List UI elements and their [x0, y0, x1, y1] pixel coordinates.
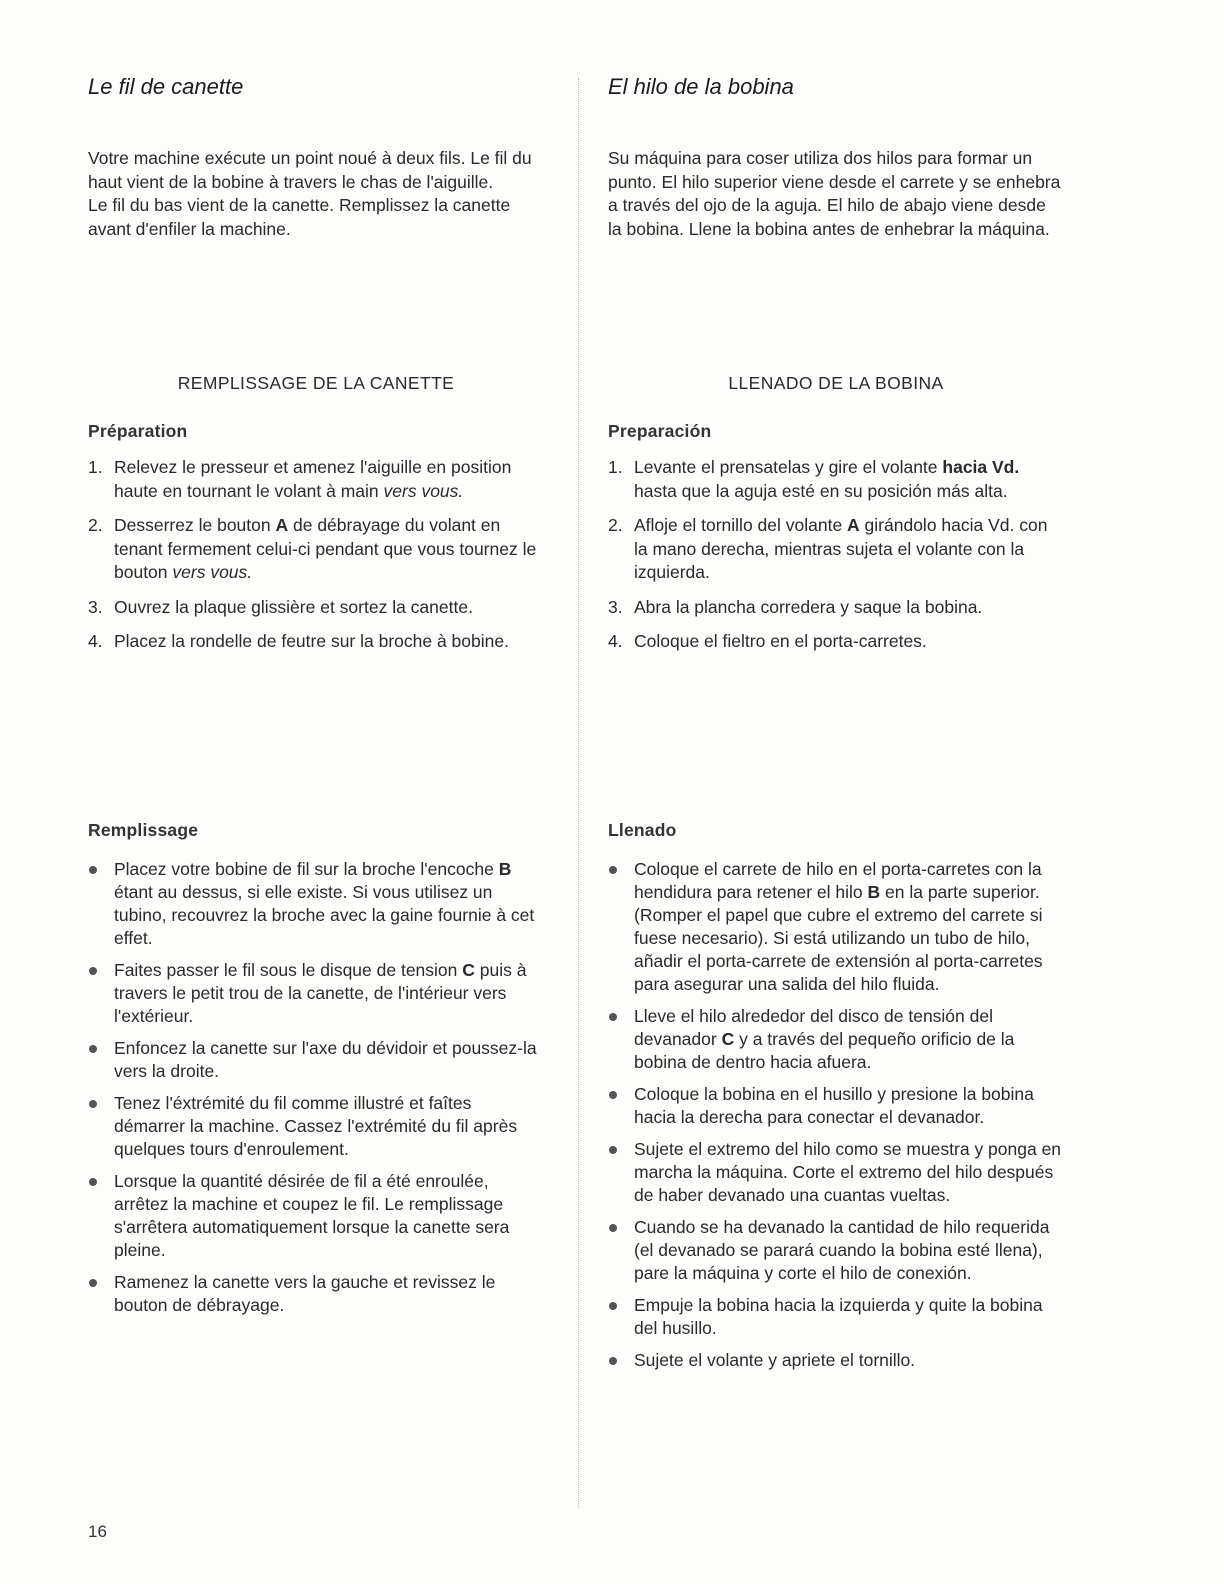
fr-fill-bullets — [88, 858, 544, 1326]
step-number: 4. — [608, 631, 623, 651]
bullet-icon — [89, 1178, 97, 1186]
es-intro — [608, 147, 1064, 241]
bullet-icon — [89, 1279, 97, 1287]
bullet-text: Sujete el extremo del hilo como se muestra y ponga en marcha la máquina. Corte el extremo del hilo después de haber devanado una cuantas vueltas. — [634, 1139, 1062, 1205]
es-bullet — [608, 1005, 1064, 1074]
es-section-heading: LLENADO DE LA BOBINA — [728, 373, 944, 393]
page-number: 16 — [88, 1522, 107, 1541]
bullet-icon — [89, 967, 97, 975]
step-number: 2. — [608, 515, 623, 535]
es-fill-bullets — [608, 858, 1064, 1381]
step-emphasis: vers vous. — [172, 562, 253, 582]
fr-bullet — [88, 858, 544, 950]
es-title: El hilo de la bobina — [608, 74, 794, 99]
es-step — [608, 456, 1064, 503]
fr-intro-paragraph: Le fil du bas vient de la canette. Remplissez la canette avant d'enfiler la machine. — [88, 195, 511, 239]
bullet-text: Placez votre bobine de fil sur la broche l'encoche — [114, 859, 499, 879]
fr-step — [88, 514, 544, 585]
es-bullet — [608, 1083, 1064, 1129]
bullet-icon — [609, 1224, 617, 1232]
bullet-text: Tenez l'éxtrémité du fil comme illustré et faîtes démarrer la machine. Cassez l'extrémité du fil après quelques tours d'enroulement. — [114, 1093, 518, 1159]
bullet-icon — [609, 1146, 617, 1154]
fr-bullet — [88, 1170, 544, 1262]
fr-section-heading: REMPLISSAGE DE LA CANETTE — [177, 373, 455, 393]
bullet-icon — [609, 1302, 617, 1310]
bullet-text: Sujete el volante y apriete el tornillo. — [634, 1350, 916, 1370]
step-text: hasta que la aguja esté en su posición más alta. — [634, 480, 1008, 501]
es-step — [608, 514, 1064, 585]
bullet-icon — [89, 1045, 97, 1053]
fr-prep-steps — [88, 456, 544, 665]
bullet-text: Coloque la bobina en el husillo y presione la bobina hacia la derecha para conectar el devanador. — [634, 1084, 1034, 1127]
fr-bullet — [88, 1037, 544, 1083]
es-prep-heading: Preparación — [608, 421, 712, 441]
bullet-icon — [609, 1013, 617, 1021]
step-number: 4. — [88, 631, 103, 651]
bullet-bold: B — [867, 882, 881, 902]
bullet-text: puis à travers le petit trou de la canette, de l'intérieur vers l'extérieur. — [114, 960, 527, 1026]
fr-bullet — [88, 1092, 544, 1161]
step-emphasis: vers vous. — [383, 480, 464, 501]
fr-bullet — [88, 1271, 544, 1317]
step-text: Afloje el tornillo del volante — [634, 515, 848, 535]
bullet-text: Ramenez la canette vers la gauche et revissez le bouton de débrayage. — [114, 1272, 496, 1315]
step-text: de débrayage du volant en tenant fermement celui-ci pendant que vous tournez le bouton — [114, 515, 537, 582]
step-number: 3. — [88, 596, 103, 617]
step-text: Levante el prensatelas y gire el volante — [634, 457, 943, 477]
bullet-text: Enfoncez la canette sur l'axe du dévidoir et poussez-la vers la droite. — [114, 1038, 537, 1081]
bullet-bold: C — [462, 960, 475, 980]
step-number: 1. — [88, 457, 103, 477]
es-fill-heading: Llenado — [608, 820, 677, 840]
step-bold: A — [847, 515, 860, 535]
es-step — [608, 630, 1064, 654]
bullet-text: Lleve el hilo alrededor del disco de tensión del devanador — [634, 1006, 993, 1049]
fr-intro-paragraph: Votre machine exécute un point noué à deux fils. Le fil du haut vient de la bobine à travers le chas de l'aiguille. — [88, 148, 532, 192]
es-bullet — [608, 1138, 1064, 1207]
bullet-bold: B — [498, 859, 512, 879]
fr-title: Le fil de canette — [88, 74, 244, 99]
bullet-text: en la parte superior. (Romper el papel que cubre el extremo del carrete si fuese necesario). Si está utilizando un tubo de hilo, añadir el porta-carrete de extensión al porta-carretes para asegurar una salida del hilo fluida. — [634, 882, 1043, 994]
bullet-text: Cuando se ha devanado la cantidad de hilo requerida (el devanado se parará cuando la bobina esté llena), pare la máquina y corte el hilo de conexión. — [634, 1217, 1050, 1283]
bullet-icon — [609, 866, 617, 874]
bullet-icon — [609, 1091, 617, 1099]
step-bold: hacia Vd. — [942, 457, 1020, 477]
bullet-text: Lorsque la quantité désirée de fil a été enroulée, arrêtez la machine et coupez le fil. Le remplissage s'arrêtera automatiquement lorsque la canette sera pleine. — [114, 1171, 510, 1260]
fr-step — [88, 596, 544, 620]
step-text: Relevez le presseur et amenez l'aiguille en position haute en tournant le volant à main — [114, 457, 512, 501]
fr-step — [88, 630, 544, 654]
bullet-icon — [89, 1100, 97, 1108]
bullet-icon — [609, 1357, 617, 1365]
step-bold: A — [275, 515, 289, 535]
step-text: Coloque el fieltro en el porta-carretes. — [634, 631, 927, 651]
es-step — [608, 596, 1064, 620]
step-text: Placez la rondelle de feutre sur la broche à bobine. — [114, 631, 509, 651]
fr-intro — [88, 147, 544, 241]
fr-prep-heading: Préparation — [88, 421, 188, 441]
bullet-icon — [89, 866, 97, 874]
es-bullet — [608, 1216, 1064, 1285]
bullet-bold: C — [721, 1029, 735, 1049]
column-divider — [578, 78, 579, 1508]
bullet-text: étant au dessus, si elle existe. Si vous utilisez un tubino, recouvrez la broche avec la gaine fournie à cet effet. — [114, 882, 535, 948]
es-intro-paragraph: Su máquina para coser utiliza dos hilos para formar un punto. El hilo superior viene desde el carrete y se enhebra a través del ojo de la aguja. El hilo de abajo viene desde la bobina. Llene la bobina antes de enhebrar la máquina. — [608, 148, 1061, 239]
step-text: girándolo hacia Vd. con la mano derecha, mientras sujeta el volante con la izquierda. — [634, 515, 1048, 582]
step-number: 2. — [88, 515, 103, 535]
step-text: Desserrez le bouton — [114, 515, 276, 535]
fr-step — [88, 456, 544, 503]
step-text: Ouvrez la plaque glissière et sortez la canette. — [114, 596, 473, 617]
step-number: 3. — [608, 596, 623, 617]
es-bullet — [608, 1349, 1064, 1372]
bullet-text: Faites passer le fil sous le disque de tension — [114, 960, 463, 980]
bullet-text: Empuje la bobina hacia la izquierda y quite la bobina del husillo. — [634, 1295, 1043, 1338]
es-bullet — [608, 1294, 1064, 1340]
step-number: 1. — [608, 457, 623, 477]
bullet-text: y a través del pequeño orificio de la bobina de dentro hacia afuera. — [634, 1029, 1015, 1072]
es-prep-steps — [608, 456, 1064, 665]
bullet-text: Coloque el carrete de hilo en el porta-carretes con la hendidura para retener el hilo — [634, 859, 1042, 902]
es-bullet — [608, 858, 1064, 996]
step-text: Abra la plancha corredera y saque la bobina. — [634, 596, 983, 617]
fr-fill-heading: Remplissage — [88, 820, 199, 840]
fr-bullet — [88, 959, 544, 1028]
